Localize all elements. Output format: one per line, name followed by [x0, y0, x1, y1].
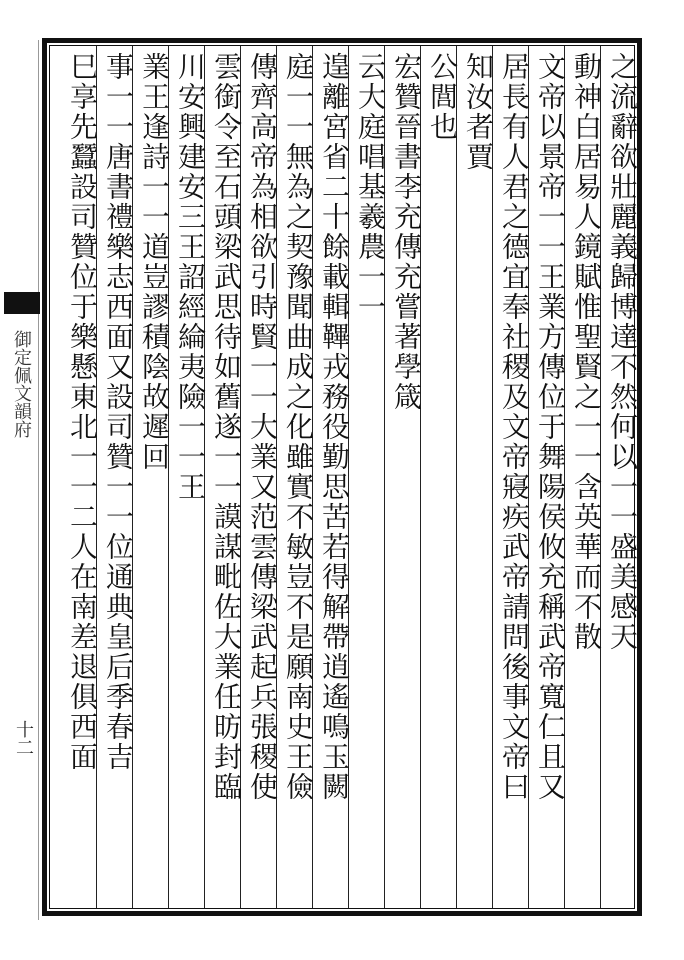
- margin-marker: [4, 292, 40, 314]
- text-column: 業王逢詩一一道豈謬積陰故遲回: [138, 52, 171, 472]
- text-column: 川安興建安三王詔經綸夷險一一王: [174, 52, 207, 502]
- text-column: 宏贊晉書李充傳充嘗著學箴: [390, 52, 423, 412]
- text-column: 居長有人君之德宜奉社稷及文帝寢疾武帝請問後事文帝曰: [498, 52, 531, 802]
- text-column: 傳齊高帝為相欲引時賢一一大業又范雲傳梁武起兵張稷使: [246, 52, 279, 802]
- text-column: 文帝以景帝一一王業方傳位于舞陽侯攸充稱武帝寬仁且又: [534, 52, 567, 802]
- text-column: 動神白居易人鏡賦惟聖賢之一一含英華而不散: [570, 52, 603, 652]
- text-column: 云大庭唱基羲農一一: [354, 52, 387, 322]
- text-column: 遑離宮省二十餘載輯鞸戎務役勤思苦若得解帶逍遙鳴玉闕: [318, 52, 351, 802]
- text-column: 之流辭欲壯麗義歸博達不然何以一一盛美感天: [606, 52, 639, 652]
- text-column: 公閭也: [426, 52, 459, 142]
- text-column: 雲銜令至石頭梁武思待如舊遂一一謨謀毗佐大業任昉封臨: [210, 52, 243, 802]
- book-title: 御定佩文韻府: [11, 330, 32, 438]
- text-column: 巳享先蠶設司贊位于樂懸東北一一二人在南差退俱西面: [66, 52, 99, 772]
- text-column: 庭一一無為之契豫聞曲成之化雖實不敏豈不是願南史王儉: [282, 52, 315, 802]
- text-column: 事一一唐書禮樂志西面又設司贊一一位通典皇后季春吉: [102, 52, 135, 772]
- page-number: 十二: [13, 720, 34, 756]
- margin-strip: [4, 40, 39, 920]
- text-column: 知汝者賈: [462, 52, 495, 172]
